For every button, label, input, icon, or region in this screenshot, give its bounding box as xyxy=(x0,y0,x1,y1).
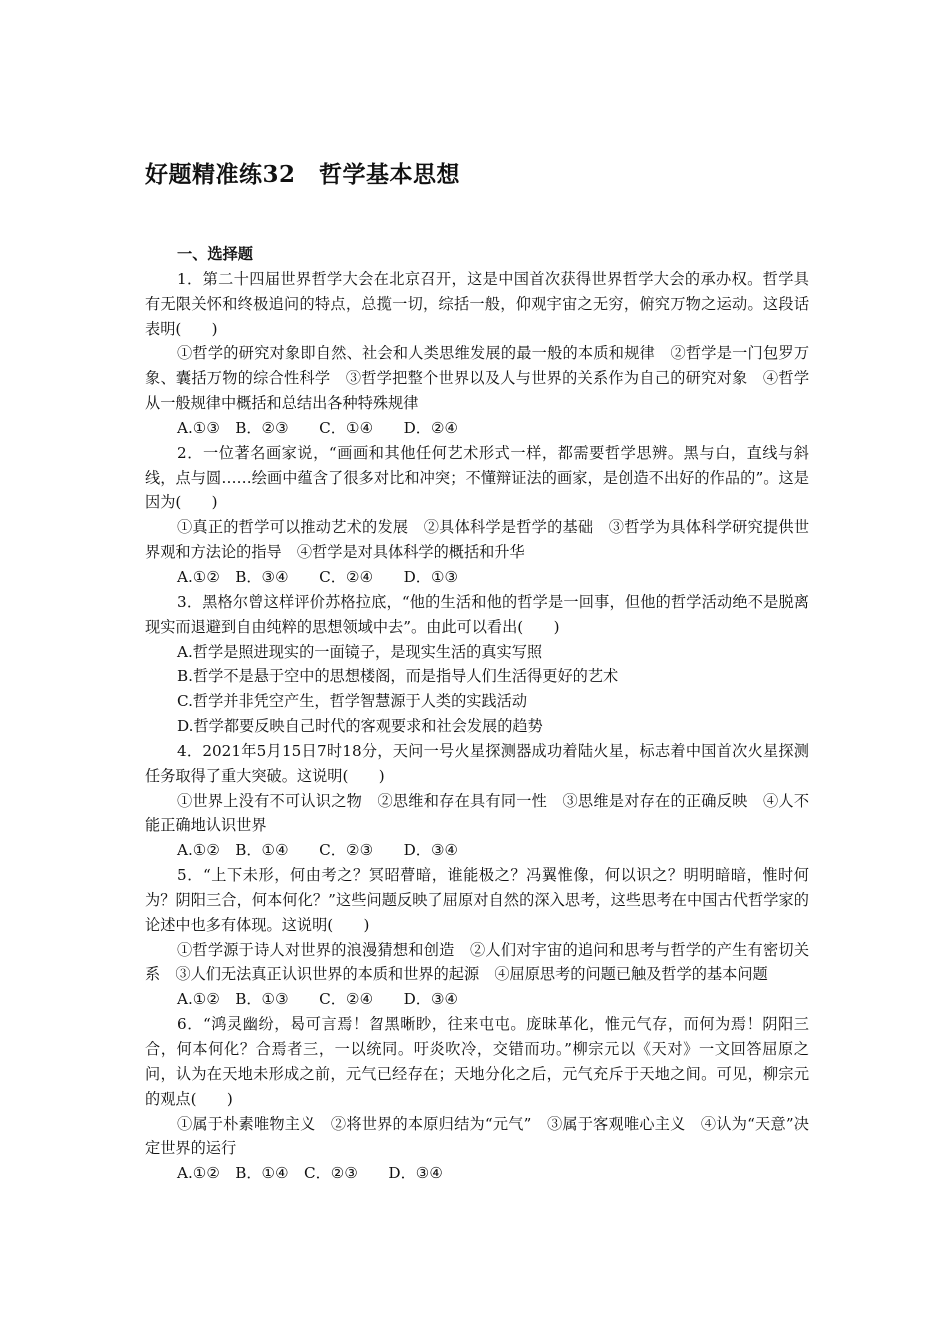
question-6-stem: 6．“鸿灵幽纷，曷可言焉！曶黑晰眇，往来屯屯。庞昧革化，惟元气存，而何为焉！阴阳三合，何本何化？合焉者三，一以统同。吁炎吹冷，交错而功。”柳宗元以《天对》一文回答屈原之问，认为在天地未形成之前，元气已经存在；天地分化之后，元气充斥于天地之间。可见，柳宗元的观点( ) xyxy=(145,1015,809,1108)
question-5-options: A.①② B．①③ C．②④ D．③④ xyxy=(177,990,459,1009)
question-1-items: ①哲学的研究对象即自然、社会和人类思维发展的最一般的本质和规律 ②哲学是一门包罗万象、囊括万物的综合性科学 ③哲学把整个世界以及人与世界的关系作为自己的研究对象 ④哲学从一般规律中概括和总结出各种特殊规律 xyxy=(145,344,809,413)
question-3-choice-b: B.哲学不是悬于空中的思想楼阁，而是指导人们生活得更好的艺术 xyxy=(177,667,619,686)
question-4-items: ①世界上没有不可认识之物 ②思维和存在具有同一性 ③思维是对存在的正确反映 ④人不能正确地认识世界 xyxy=(145,791,809,835)
question-4-stem: 4．2021年5月15日7时18分，天问一号火星探测器成功着陆火星，标志着中国首次火星探测任务取得了重大突破。这说明( ) xyxy=(145,741,809,785)
question-4-options: A.①② B．①④ C．②③ D．③④ xyxy=(177,841,459,860)
question-6-items: ①属于朴素唯物主义 ②将世界的本原归结为“元气” ③属于客观唯心主义 ④认为“天意”决定世界的运行 xyxy=(145,1114,809,1158)
question-1-options: A.①③ B．②③ C．①④ D．②④ xyxy=(177,418,459,437)
question-3-choice-d: D.哲学都要反映自己时代的客观要求和社会发展的趋势 xyxy=(177,717,543,736)
question-6-options: A.①② B．①④ C．②③ D．③④ xyxy=(177,1164,443,1183)
section-heading: 一、选择题 xyxy=(177,245,253,263)
question-5-stem: 5．“上下未形，何由考之？冥昭瞢暗，谁能极之？冯翼惟像，何以识之？明明暗暗，惟时何为？阴阳三合，何本何化？”这些问题反映了屈原对自然的深入思考，这些思考在中国古代哲学家的论述中也多有体现。这说明( ) xyxy=(145,866,809,934)
question-3-choice-c: C.哲学并非凭空产生，哲学智慧源于人类的实践活动 xyxy=(177,692,528,711)
question-1-stem: 1．第二十四届世界哲学大会在北京召开，这是中国首次获得世界哲学大会的承办权。哲学具有无限关怀和终极追问的特点，总揽一切，综括一般，仰观宇宙之无穷，俯究万物之运动。这段话表明( ) xyxy=(145,269,809,338)
question-2-stem: 2．一位著名画家说，“画画和其他任何艺术形式一样，都需要哲学思辨。黑与白，直线与斜线，点与圆……绘画中蕴含了很多对比和冲突；不懂辩证法的画家，是创造不出好的作品的”。这是因为( ) xyxy=(145,443,809,512)
question-list xyxy=(145,242,809,1186)
question-2-options: A.①② B．③④ C．②④ D．①③ xyxy=(177,567,459,586)
page-title: 好题精准练32 哲学基本思想 xyxy=(145,161,461,188)
question-2-items: ①真正的哲学可以推动艺术的发展 ②具体科学是哲学的基础 ③哲学为具体科学研究提供世界观和方法论的指导 ④哲学是对具体科学的概括和升华 xyxy=(145,518,809,562)
question-3-choice-a: A.哲学是照进现实的一面镜子，是现实生活的真实写照 xyxy=(177,642,543,661)
question-5-items: ①哲学源于诗人对世界的浪漫猜想和创造 ②人们对宇宙的追问和思考与哲学的产生有密切关系 ③人们无法真正认识世界的本质和世界的起源 ④屈原思考的问题已触及哲学的基本问题 xyxy=(145,940,809,984)
question-3-stem: 3．黑格尔曾这样评价苏格拉底，“他的生活和他的哲学是一回事，但他的哲学活动绝不是脱离现实而退避到自由纯粹的思想领域中去”。由此可以看出( ) xyxy=(145,592,809,636)
